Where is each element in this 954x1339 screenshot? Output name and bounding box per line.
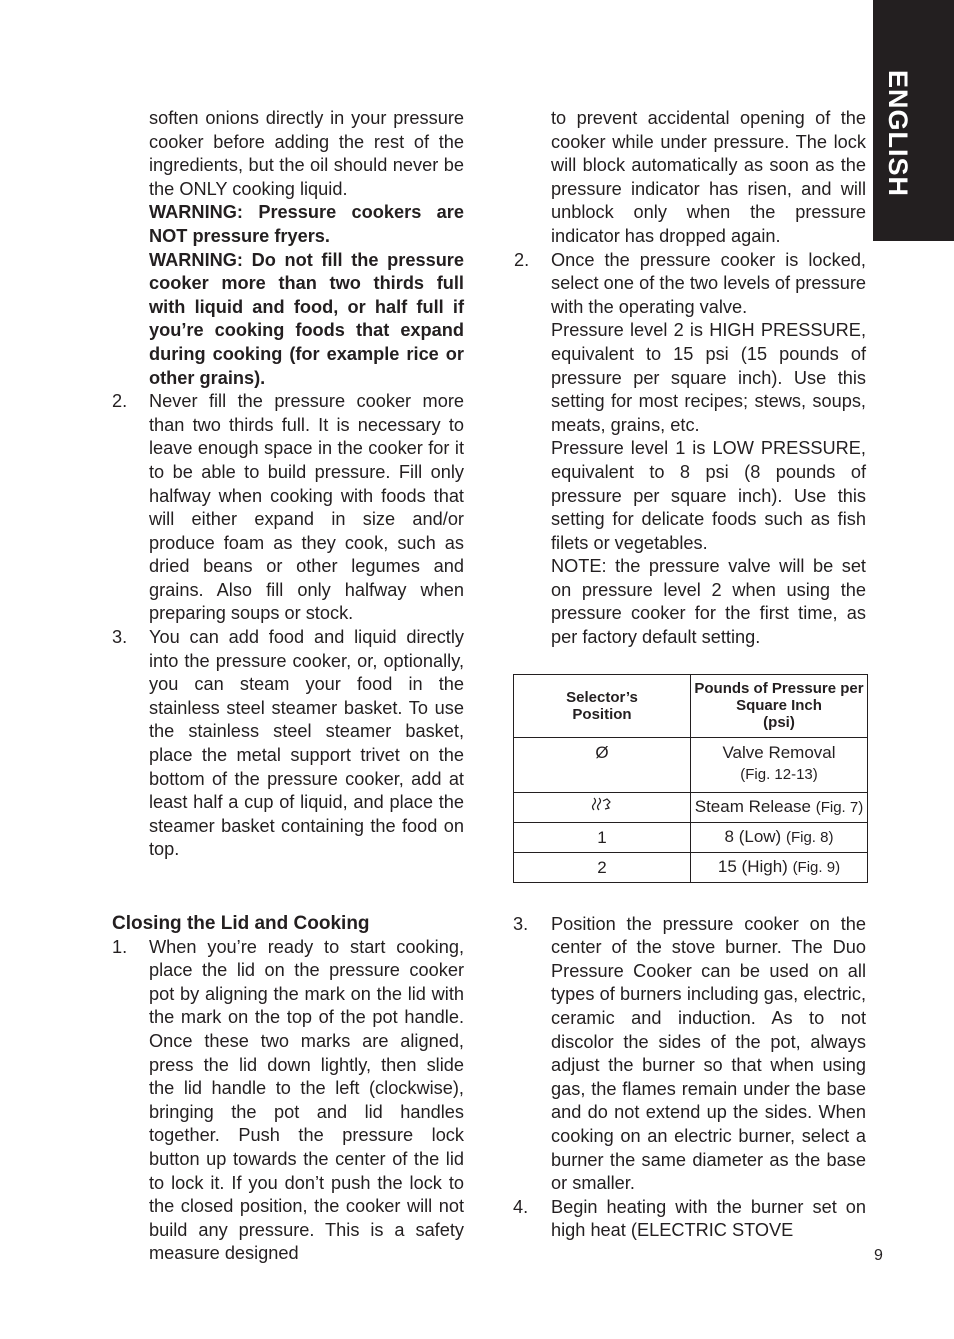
- header-text: Selector’s: [566, 688, 638, 706]
- header-text: (psi): [763, 714, 795, 732]
- table-row: [514, 792, 868, 822]
- list-item-2: [514, 249, 866, 320]
- section-heading: Closing the Lid and Cooking: [112, 913, 370, 934]
- cell-text: 15 (High): [717, 857, 788, 877]
- list-item-3: [112, 626, 464, 862]
- cell-text: Valve Removal: [722, 742, 836, 762]
- fig-ref: (Fig. 9): [792, 859, 841, 877]
- page-number: 9: [874, 1247, 883, 1264]
- table-cell-value: [691, 737, 868, 792]
- table-header-psi: [691, 674, 868, 737]
- cell-text: Steam Release: [694, 797, 811, 817]
- fig-ref: (Fig. 8): [785, 829, 834, 847]
- list-number: 1.: [112, 936, 128, 957]
- cell-text: 8 (Low): [724, 827, 782, 847]
- list-item-text: You can add food and liquid directly into the pressure cooker, or, optionally, you can steam your food in the stainless steel steamer basket. To use the stainless steel steamer basket, place the metal support trivet on the bottom of the pressure cooker, add at least half a cup of liquid, and place the steamer basket containing the food on top.: [149, 627, 464, 860]
- list-item-text: Once the pressure cooker is locked, select one of the two levels of pressure with the operating valve.: [551, 249, 866, 317]
- fig-ref: (Fig. 12-13): [740, 765, 818, 783]
- pressure-table: [513, 674, 868, 883]
- list-number: 3.: [112, 627, 128, 648]
- list-item-4: [514, 1196, 866, 1243]
- warning-fryers: WARNING: Pressure cookers are NOT pressure fryers.: [149, 202, 464, 246]
- header-text: Pounds of Pressure per: [694, 680, 864, 698]
- table-cell-position: Ø: [514, 737, 691, 792]
- paragraph-continued: to prevent accidental opening of the cooker while under pressure. The lock will block automatically as soon as the pressure indicator has risen, and will unblock only when the pressure indicator has dropped again.: [551, 108, 866, 246]
- left-column: [112, 107, 464, 1266]
- table-cell-position: [514, 792, 691, 822]
- table-row: [514, 822, 868, 852]
- steam-icon: [590, 796, 614, 814]
- header-text: Position: [572, 705, 632, 723]
- list-number: 3.: [513, 913, 529, 934]
- table-header-selector: [514, 674, 691, 737]
- list-item-text: Begin heating with the burner set on high heat (ELECTRIC STOVE: [551, 1196, 866, 1241]
- list-item-1: [112, 936, 464, 1266]
- fig-ref: (Fig. 7): [815, 799, 864, 817]
- warning-fill: WARNING: Do not fill the pressure cooker more than two thirds full with liquid and food, or half full if you’re cooking foods that expand during cooking (for example rice or other grains).: [149, 249, 464, 388]
- paragraph-note: NOTE: the pressure valve will be set on pressure level 2 when using the pressure cooker for the first time, as per factory default setting.: [551, 556, 866, 648]
- language-tab: [873, 0, 954, 241]
- list-number: 2.: [112, 391, 128, 412]
- list-item-text: Never fill the pressure cooker more than two thirds full. It is necessary to leave enough space in the cooker for it to be able to build pressure. Fill only halfway when cooking with foods that will either expand in size and/or produce foam as they cook, such as dried beans or other legumes and grains. Also fill only halfway when preparing soups or stock.: [149, 391, 464, 624]
- table-row: [514, 852, 868, 882]
- table-cell-value: [691, 822, 868, 852]
- list-number: 2.: [514, 249, 530, 270]
- list-item-2: [112, 390, 464, 626]
- list-item-text: Position the pressure cooker on the center of the stove burner. The Duo Pressure Cooker can be used on all types of burners including gas, electric, ceramic and induction. As to not discolor the sides of the pot, always adjust the burner so that when using gas, the flames remain under the base and do not extend up the sides. When cooking on an electric burner, select a burner the same diameter as the base or smaller.: [551, 913, 866, 1194]
- table-cell-position: 1: [514, 822, 691, 852]
- table-row: [514, 737, 868, 792]
- list-item-3: [514, 913, 866, 1196]
- list-number: 4.: [513, 1196, 529, 1217]
- paragraph-high-pressure: Pressure level 2 is HIGH PRESSURE, equivalent to 15 psi (15 pounds of pressure per square inch). Use this setting for most recipes; stews, soups, meats, grains, etc.: [551, 320, 866, 435]
- paragraph-low-pressure: Pressure level 1 is LOW PRESSURE, equivalent to 8 psi (8 pounds of pressure per square inch). Use this setting for delicate foods such as fish filets or vegetables.: [551, 438, 866, 553]
- table-cell-value: [691, 792, 868, 822]
- header-text: Square Inch: [736, 697, 822, 715]
- table-header-row: [514, 674, 868, 737]
- language-tab-label: ENGLISH: [883, 70, 913, 198]
- table-cell-position: 2: [514, 852, 691, 882]
- paragraph-oil: soften onions directly in your pressure cooker before adding the rest of the ingredients, but the oil should never be the ONLY cooking liquid.: [149, 108, 464, 199]
- table-cell-value: [691, 852, 868, 882]
- right-column: [514, 107, 866, 1243]
- list-item-text: When you’re ready to start cooking, place the lid on the pressure cooker pot by aligning the mark on the lid with the mark on the top of the pot handle. Once these two marks are aligned, press the lid down lightly, then slide the lid handle to the left (clockwise), bringing the pot and lid handles together. Push the pressure lock button up towards the center of the lid to lock it. If you don’t push the lock to the closed position, the cooker will not build any pressure. This is a safety measure designed: [149, 936, 464, 1264]
